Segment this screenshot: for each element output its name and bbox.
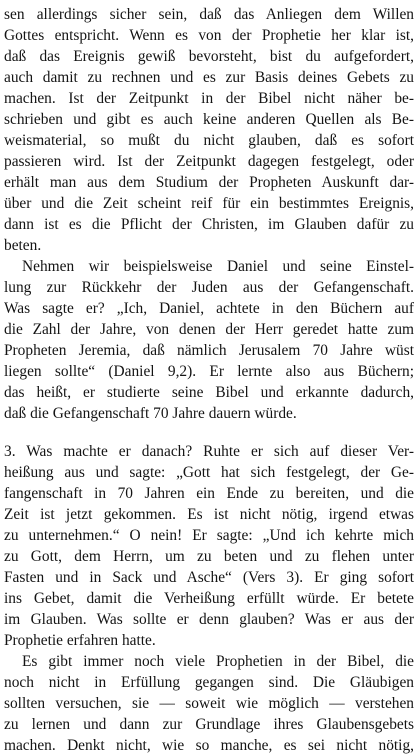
- text-line: weismaterial, so mußt du nicht glauben, daß es sofort: [4, 132, 414, 149]
- text-line: Es gibt immer noch viele Prophetien in der Bibel, die: [22, 653, 414, 670]
- text-line: sen allerdings sicher sein, daß das Anliegen dem Willen: [4, 6, 414, 23]
- text-line: daß das Ereignis gewiß bevorsteht, bist du aufgefordert,: [4, 48, 414, 65]
- text-line: Nehmen wir beispielsweise Daniel und seine Einstel-: [22, 258, 414, 275]
- text-line: sollten versuchen, sie — soweit wie möglich — verstehen: [4, 695, 414, 712]
- text-line: erhält man aus dem Studium der Propheten Auskunft dar-: [4, 174, 414, 191]
- text-line: Fasten und in Sack und Asche“ (Vers 3). Er ging sofort: [4, 569, 414, 586]
- document-page: [4, 0, 414, 754]
- text-line: das heißt, er studierte seine Bibel und erkannte dadurch,: [4, 384, 414, 401]
- text-line: Gottes entspricht. Wenn es von der Prophetie her klar ist,: [4, 27, 414, 44]
- text-line: im Glauben. Was sollte er denn glauben? Was er aus der: [4, 611, 414, 628]
- text-line: Propheten Jeremia, daß nämlich Jerusalem 70 Jahre wüst: [4, 342, 414, 359]
- text-line: 3. Was machte er danach? Ruhte er sich auf dieser Ver-: [4, 443, 414, 460]
- text-line: machen. Denkt nicht, wie so manche, es sei nicht nötig,: [4, 737, 414, 754]
- text-line: beten.: [4, 237, 42, 254]
- text-line: fangenschaft in 70 Jahren ein Ende zu bereiten, und die: [4, 485, 414, 502]
- text-line: passieren wird. Ist der Zeitpunkt dagegen festgelegt, oder: [4, 153, 414, 170]
- text-line: Zeit ist jetzt gekommen. Es ist nicht nötig, irgend etwas: [4, 506, 414, 523]
- text-line: machen. Ist der Zeitpunkt in der Bibel nicht näher be-: [4, 90, 414, 107]
- text-line: lung zur Rückkehr der Juden aus der Gefangenschaft.: [4, 279, 414, 296]
- text-line: über und die Zeit scheint reif für ein bestimmtes Ereignis,: [4, 195, 414, 212]
- text-line: daß die Gefangenschaft 70 Jahre dauern würde.: [4, 405, 297, 422]
- text-line: zu unternehmen.“ O nein! Er sagte: „Und ich kehrte mich: [4, 527, 414, 544]
- text-line: ins Gebet, damit die Verheißung erfüllt würde. Er betete: [4, 590, 414, 607]
- text-line: schrieben und gibt es auch keine anderen Quellen als Be-: [4, 111, 414, 128]
- text-line: heißung aus und sagte: „Gott hat sich festgelegt, der Ge-: [4, 464, 414, 481]
- text-line: dann ist es die Pflicht der Christen, im Glauben dafür zu: [4, 216, 414, 233]
- text-line: Prophetie erfahren hatte.: [4, 632, 156, 649]
- text-line: zu lernen und dann zur Grundlage ihres Glaubensgebets: [4, 716, 414, 733]
- text-line: auch damit zu rechnen und es zur Basis deines Gebets zu: [4, 69, 414, 86]
- text-line: liegen sollte“ (Daniel 9,2). Er lernte also aus Büchern;: [4, 363, 414, 380]
- text-line: zu Gott, dem Herrn, um zu beten und zu flehen unter: [4, 548, 414, 565]
- text-line: Was sagte er? „Ich, Daniel, achtete in den Büchern auf: [4, 300, 414, 317]
- text-line: die Zahl der Jahre, von denen der Herr geredet hatte zum: [4, 321, 414, 338]
- text-line: noch nicht in Erfüllung gegangen sind. Die Gläubigen: [4, 674, 414, 691]
